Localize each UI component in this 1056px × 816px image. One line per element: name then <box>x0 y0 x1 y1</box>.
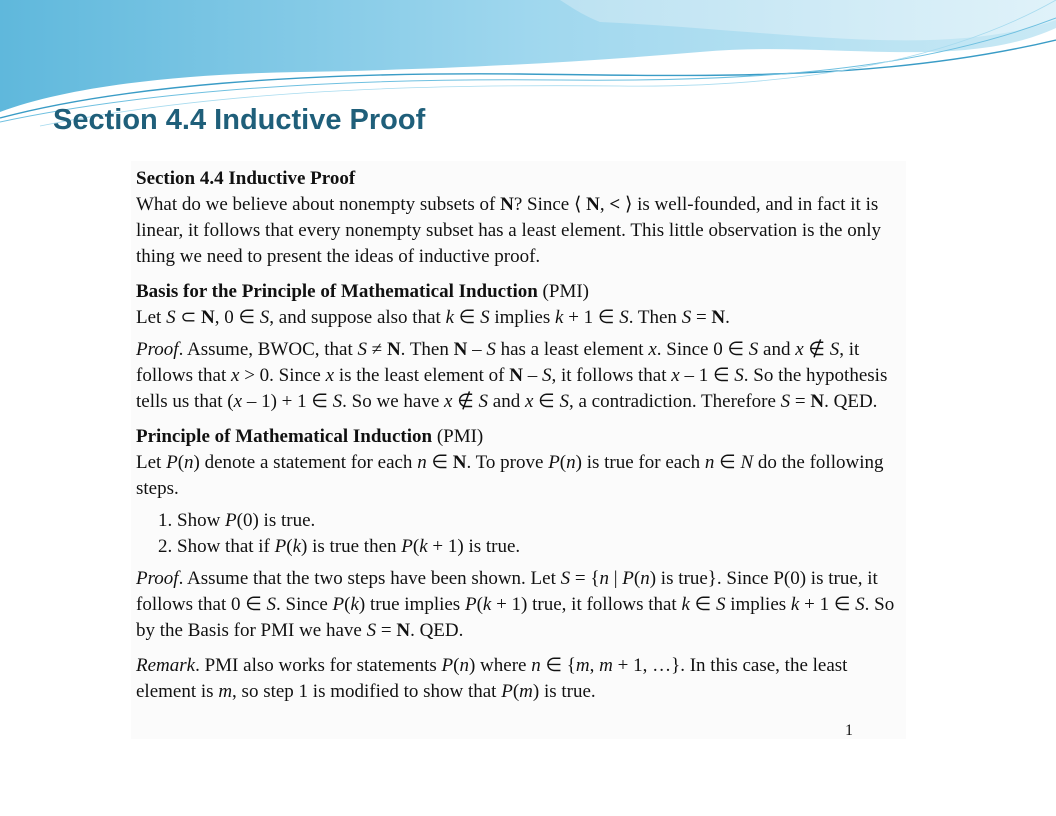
text-run: ⊂ <box>175 307 201 328</box>
text-run: , <box>599 194 610 215</box>
variable: P <box>274 536 287 557</box>
pmi-steps-list <box>136 508 906 560</box>
text-run: ∉ <box>803 339 830 360</box>
variable: P <box>441 655 454 676</box>
text-run: and <box>488 391 525 412</box>
text-run: Let <box>136 452 167 473</box>
variable: k <box>292 536 302 557</box>
text-run: ∉ <box>452 391 479 412</box>
naturals-symbol: N <box>453 339 468 360</box>
variable: P <box>401 536 413 557</box>
basis-proof <box>136 337 906 415</box>
text-run: Let <box>136 307 167 328</box>
text-run: – 1) + 1 ∈ <box>242 391 333 412</box>
text-run: ( <box>177 452 185 473</box>
naturals-symbol: N <box>452 452 467 473</box>
text-run: ) is true}. Since P(0) is true, it follows that 0 ∈ <box>136 568 878 615</box>
pmi-heading-abbr: (PMI) <box>436 426 484 447</box>
variable: S <box>366 620 377 641</box>
text-run: ∈ <box>454 307 481 328</box>
text-run: . Assume that the two steps have been shown. Let <box>178 568 561 589</box>
variable: S <box>559 391 569 412</box>
variable: S <box>266 594 277 615</box>
variable: n <box>599 568 609 589</box>
variable: n <box>640 568 650 589</box>
text-run: . So we have <box>342 391 445 412</box>
variable: P <box>501 681 513 702</box>
variable: k <box>482 594 492 615</box>
slide-title: Section 4.4 Inductive Proof <box>53 104 426 136</box>
text-run: ∈ <box>426 452 453 473</box>
variable: n <box>704 452 715 473</box>
variable: k <box>350 594 359 615</box>
remark-paragraph <box>136 653 906 705</box>
text-run: ∈ <box>714 452 741 473</box>
text-run: . So by the Basis for PMI we have <box>136 594 895 641</box>
naturals-symbol: N <box>396 620 411 641</box>
text-run: ∈ { <box>540 655 576 676</box>
variable: S <box>560 568 571 589</box>
list-item <box>177 534 906 560</box>
variable: S <box>715 594 726 615</box>
text-run: ) where <box>468 655 532 676</box>
text-run: = { <box>570 568 600 589</box>
naturals-symbol: N <box>386 339 401 360</box>
document-content <box>136 166 906 705</box>
text-run: ( <box>512 681 520 702</box>
text-run: . Since 0 ∈ <box>656 339 749 360</box>
variable: x <box>795 339 804 360</box>
naturals-symbol: N <box>509 365 523 386</box>
variable: x <box>325 365 335 386</box>
text-run: . QED. <box>410 620 464 641</box>
text-run: ( <box>453 655 460 676</box>
text-run: . Then <box>628 307 682 328</box>
text-run: , it follows that <box>551 365 672 386</box>
text-run: ⟩ is well-founded, and in fact it is linear, it follows that every nonempty subset has a least element. This little observation is the only thing we need to present the ideas of inductive proof. <box>136 194 882 267</box>
naturals-symbol: N <box>810 391 825 412</box>
text-run: + 1 ∈ <box>563 307 620 328</box>
text-run: ≠ <box>367 339 387 360</box>
document-heading-text: Section 4.4 Inductive Proof <box>136 168 356 189</box>
text-run: ( <box>412 536 420 557</box>
text-run: . Since <box>276 594 333 615</box>
variable: N <box>740 452 754 473</box>
variable: n <box>459 655 469 676</box>
document-image <box>131 161 906 739</box>
text-run: ( <box>633 568 641 589</box>
variable: P <box>464 594 477 615</box>
text-run: . <box>725 307 730 328</box>
text-run: ) true implies <box>358 594 465 615</box>
variable: S <box>332 391 343 412</box>
variable: S <box>619 307 629 328</box>
variable: S <box>480 307 490 328</box>
text-run: , it follows that <box>136 339 860 386</box>
text-run: – 1 ∈ <box>679 365 735 386</box>
variable: k <box>681 594 690 615</box>
pmi-heading-text: Principle of Mathematical Induction <box>136 426 437 447</box>
text-run: = <box>790 391 811 412</box>
pmi-heading <box>136 424 906 450</box>
text-run: ) is true then <box>301 536 402 557</box>
text-run: = <box>691 307 712 328</box>
text-run: . QED. <box>824 391 878 412</box>
variable: n <box>566 452 576 473</box>
variable: x <box>671 365 680 386</box>
text-run: ( <box>559 452 567 473</box>
basis-statement <box>136 305 906 331</box>
variable: S <box>855 594 865 615</box>
text-run: ) is true. <box>532 681 596 702</box>
variable: P <box>622 568 634 589</box>
text-run: , 0 ∈ <box>214 307 260 328</box>
text-run: , and suppose also that <box>269 307 446 328</box>
naturals-symbol: N <box>500 194 514 215</box>
text-run: + 1 ∈ <box>799 594 856 615</box>
document-heading <box>136 166 906 192</box>
text-run: . PMI also works for statements <box>195 655 442 676</box>
variable: S <box>357 339 367 360</box>
text-run: has a least element <box>495 339 649 360</box>
variable: n <box>417 452 427 473</box>
variable: S <box>748 339 759 360</box>
text-run: ? Since ⟨ <box>513 194 587 215</box>
basis-heading-text: Basis for the Principle of Mathematical Induction <box>136 281 543 302</box>
text-run: – <box>522 365 542 386</box>
text-run: . Then <box>400 339 454 360</box>
naturals-symbol: N <box>201 307 215 328</box>
text-run: ∈ <box>533 391 560 412</box>
variable: m <box>599 655 613 676</box>
proof-label: Proof <box>136 568 179 589</box>
text-run: , a contradiction. Therefore <box>568 391 781 412</box>
text-run: ( <box>344 594 351 615</box>
text-run: implies <box>489 307 556 328</box>
variable: S <box>829 339 840 360</box>
variable: x <box>648 339 657 360</box>
variable: m <box>575 655 590 676</box>
text-run: , so step 1 is modified to show that <box>232 681 502 702</box>
variable: k <box>419 536 428 557</box>
variable: P <box>166 452 178 473</box>
basis-heading-abbr: (PMI) <box>542 281 589 302</box>
variable: P <box>225 510 237 531</box>
variable: k <box>555 307 564 328</box>
text-run: ) denote a statement for each <box>193 452 418 473</box>
text-run: + 1) true, it follows that <box>491 594 682 615</box>
pmi-statement <box>136 450 906 502</box>
intro-paragraph <box>136 192 906 270</box>
variable: S <box>259 307 270 328</box>
text-run: . So the hypothesis tells us that ( <box>136 365 888 412</box>
text-run: implies <box>725 594 791 615</box>
text-run: | <box>608 568 623 589</box>
variable: x <box>444 391 453 412</box>
variable: S <box>681 307 692 328</box>
pmi-proof <box>136 566 906 644</box>
text-run: is the least element of <box>334 365 510 386</box>
naturals-symbol: N <box>711 307 726 328</box>
text-run: Show <box>177 510 226 531</box>
variable: n <box>531 655 541 676</box>
variable: S <box>541 365 552 386</box>
text-run: What do we believe about nonempty subsets of <box>136 194 501 215</box>
variable: S <box>166 307 176 328</box>
text-run: > 0. Since <box>239 365 326 386</box>
variable: x <box>524 391 534 412</box>
text-run: – <box>467 339 487 360</box>
variable: x <box>233 391 243 412</box>
text-run: + 1, …}. In this case, the least element is <box>136 655 848 702</box>
variable: x <box>231 365 240 386</box>
variable: S <box>734 365 744 386</box>
variable: P <box>548 452 560 473</box>
basis-heading <box>136 279 906 305</box>
remark-label: Remark <box>136 655 196 676</box>
text-run: ( <box>476 594 483 615</box>
variable: k <box>790 594 800 615</box>
variable: k <box>445 307 454 328</box>
page-number: 1 <box>845 722 853 739</box>
variable: P <box>332 594 345 615</box>
text-run: (0) is true. <box>236 510 316 531</box>
list-item <box>177 508 906 534</box>
text-run: . Assume, BWOC, that <box>178 339 358 360</box>
variable: S <box>780 391 791 412</box>
text-run: Show that if <box>177 536 275 557</box>
text-run: , <box>589 655 600 676</box>
text-run: + 1) is true. <box>427 536 521 557</box>
text-run: do the following steps. <box>136 452 884 499</box>
variable: S <box>486 339 496 360</box>
variable: m <box>218 681 233 702</box>
text-run: = <box>376 620 397 641</box>
text-run: and <box>758 339 796 360</box>
text-run: ) is true for each <box>575 452 705 473</box>
text-run: ( <box>286 536 293 557</box>
text-run: . To prove <box>466 452 549 473</box>
less-than-symbol: < <box>609 194 621 215</box>
variable: S <box>478 391 489 412</box>
variable: m <box>519 681 533 702</box>
text-run: ∈ <box>689 594 716 615</box>
variable: n <box>184 452 194 473</box>
naturals-symbol: N <box>586 194 600 215</box>
proof-label: Proof <box>136 339 179 360</box>
